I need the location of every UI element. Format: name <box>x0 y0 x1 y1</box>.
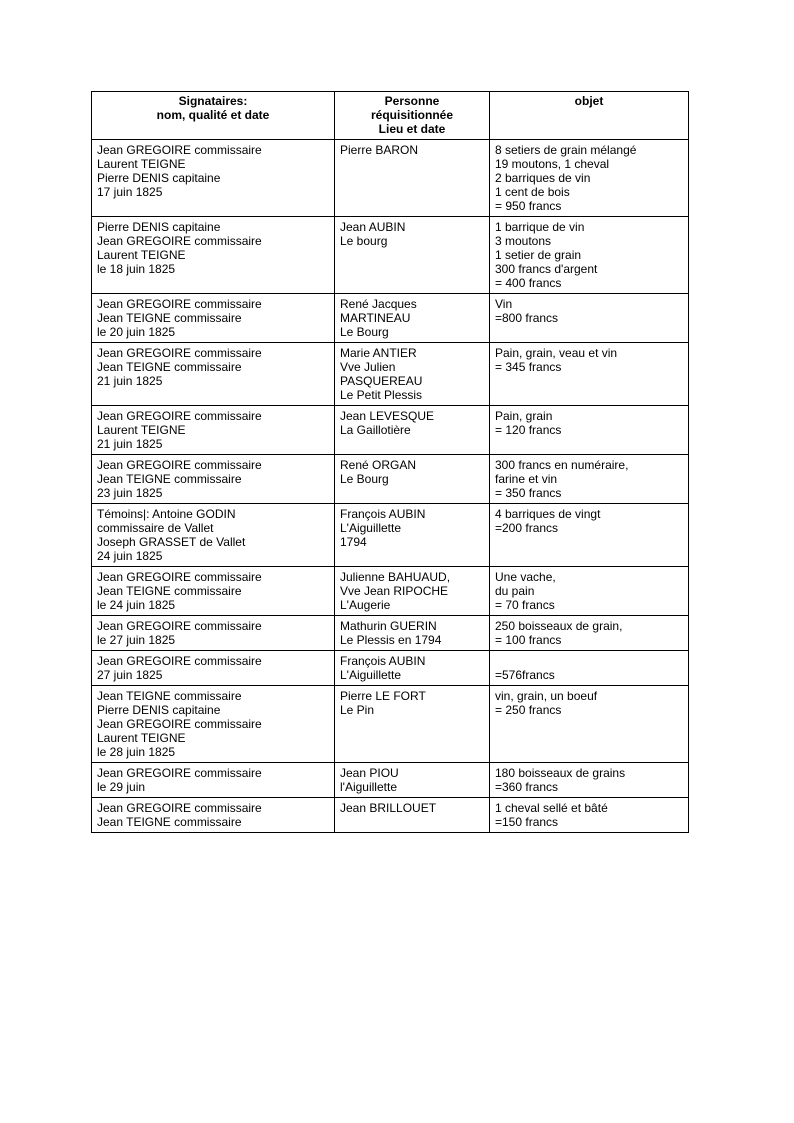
cell-objet: vin, grain, un boeuf = 250 francs <box>490 686 689 763</box>
cell-objet: 250 boisseaux de grain, = 100 francs <box>490 616 689 651</box>
cell-signataires: Jean TEIGNE commissaire Pierre DENIS capitaine Jean GREGOIRE commissaire Laurent TEIGNE le 28 juin 1825 <box>92 686 335 763</box>
cell-objet: Pain, grain, veau et vin = 345 francs <box>490 343 689 406</box>
cell-personne: Mathurin GUERIN Le Plessis en 1794 <box>335 616 490 651</box>
table-row <box>92 504 689 567</box>
table-row <box>92 406 689 455</box>
cell-personne: François AUBIN L'Aiguillette 1794 <box>335 504 490 567</box>
cell-personne: François AUBIN L'Aiguillette <box>335 651 490 686</box>
table-row <box>92 763 689 798</box>
cell-signataires: Jean GREGOIRE commissaire Laurent TEIGNE 21 juin 1825 <box>92 406 335 455</box>
table-row <box>92 217 689 294</box>
table-row <box>92 686 689 763</box>
cell-personne: Julienne BAHUAUD, Vve Jean RIPOCHE L'Augerie <box>335 567 490 616</box>
cell-personne: Pierre LE FORT Le Pin <box>335 686 490 763</box>
cell-personne: Jean AUBIN Le bourg <box>335 217 490 294</box>
cell-signataires: Pierre DENIS capitaine Jean GREGOIRE commissaire Laurent TEIGNE le 18 juin 1825 <box>92 217 335 294</box>
header-personne: Personne réquisitionnée Lieu et date <box>335 92 490 140</box>
table-row <box>92 343 689 406</box>
cell-signataires: Jean GREGOIRE commissaire Laurent TEIGNE Pierre DENIS capitaine 17 juin 1825 <box>92 140 335 217</box>
requisitions-table <box>91 91 689 833</box>
table-row <box>92 616 689 651</box>
cell-objet: 8 setiers de grain mélangé 19 moutons, 1 cheval 2 barriques de vin 1 cent de bois = 950 francs <box>490 140 689 217</box>
cell-objet: 1 barrique de vin 3 moutons 1 setier de grain 300 francs d'argent = 400 francs <box>490 217 689 294</box>
cell-signataires: Jean GREGOIRE commissaire Jean TEIGNE commissaire <box>92 798 335 833</box>
cell-personne: Jean BRILLOUET <box>335 798 490 833</box>
table-row <box>92 567 689 616</box>
cell-signataires: Jean GREGOIRE commissaire Jean TEIGNE commissaire le 20 juin 1825 <box>92 294 335 343</box>
cell-objet: Une vache, du pain = 70 francs <box>490 567 689 616</box>
header-signataires: Signataires: nom, qualité et date <box>92 92 335 140</box>
table-row <box>92 651 689 686</box>
cell-personne: René ORGAN Le Bourg <box>335 455 490 504</box>
cell-signataires: Jean GREGOIRE commissaire Jean TEIGNE commissaire 23 juin 1825 <box>92 455 335 504</box>
cell-objet: 300 francs en numéraire, farine et vin = 350 francs <box>490 455 689 504</box>
header-objet: objet <box>490 92 689 140</box>
table-row <box>92 294 689 343</box>
cell-personne: Jean PIOU l'Aiguillette <box>335 763 490 798</box>
cell-objet: Vin =800 francs <box>490 294 689 343</box>
cell-objet: 180 boisseaux de grains =360 francs <box>490 763 689 798</box>
cell-personne: Pierre BARON <box>335 140 490 217</box>
cell-objet: Pain, grain = 120 francs <box>490 406 689 455</box>
cell-signataires: Jean GREGOIRE commissaire Jean TEIGNE commissaire le 24 juin 1825 <box>92 567 335 616</box>
cell-personne: Jean LEVESQUE La Gaillotière <box>335 406 490 455</box>
cell-signataires: Jean GREGOIRE commissaire le 29 juin <box>92 763 335 798</box>
cell-personne: René Jacques MARTINEAU Le Bourg <box>335 294 490 343</box>
table-row <box>92 798 689 833</box>
cell-objet: 4 barriques de vingt =200 francs <box>490 504 689 567</box>
cell-signataires: Jean GREGOIRE commissaire le 27 juin 1825 <box>92 616 335 651</box>
table-row <box>92 140 689 217</box>
cell-personne: Marie ANTIER Vve Julien PASQUEREAU Le Petit Plessis <box>335 343 490 406</box>
table-row <box>92 455 689 504</box>
table-header-row <box>92 92 689 140</box>
cell-signataires: Jean GREGOIRE commissaire 27 juin 1825 <box>92 651 335 686</box>
cell-objet: 1 cheval sellé et bâté =150 francs <box>490 798 689 833</box>
cell-signataires: Jean GREGOIRE commissaire Jean TEIGNE commissaire 21 juin 1825 <box>92 343 335 406</box>
cell-signataires: Témoins|: Antoine GODIN commissaire de Vallet Joseph GRASSET de Vallet 24 juin 1825 <box>92 504 335 567</box>
cell-objet: =576francs <box>490 651 689 686</box>
